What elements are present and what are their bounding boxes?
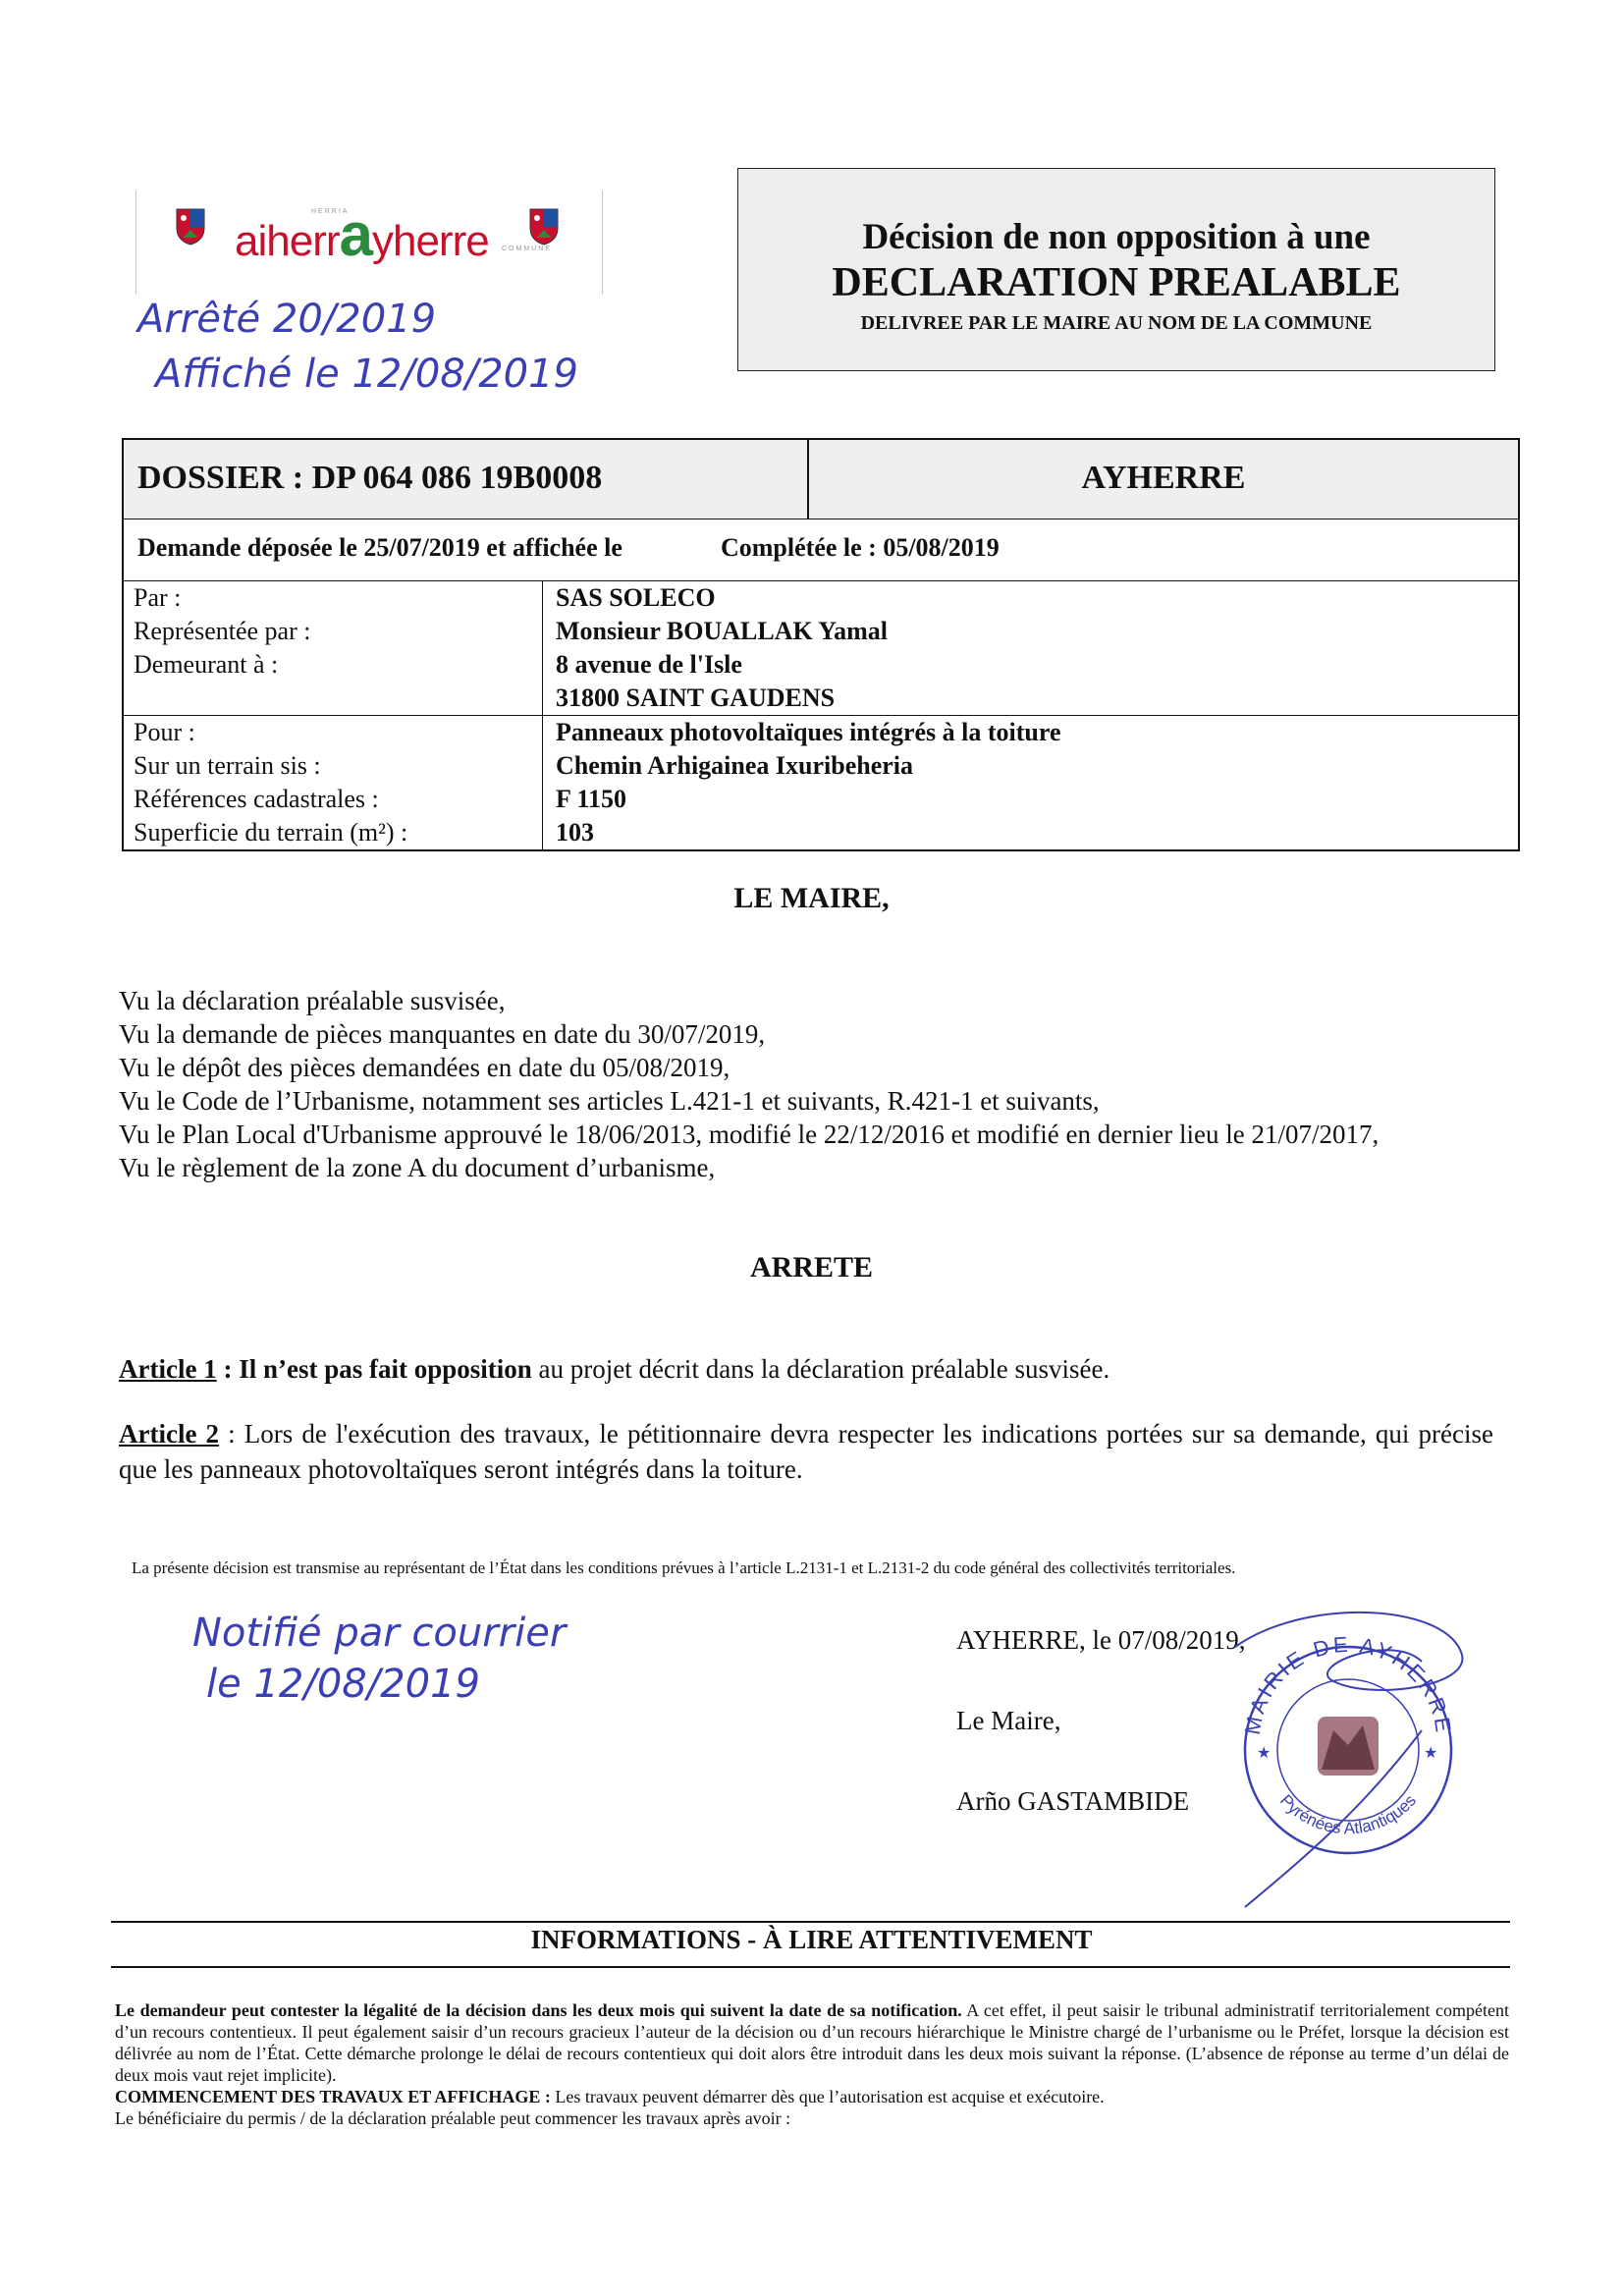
article-1-bold: Il n’est pas fait opposition	[239, 1354, 532, 1384]
info-p1-text: A cet effet, il peut saisir le tribunal administratif territorialement compétent d’un recours contentieux. Il peut également saisir d’un recours gracieux l’auteur de la décision ou d’un recours hiérarchique le Ministre chargé de l’urbanisme ou le Préfet, lorsque la décision est délivrée au nom de l’État. Cette démarche prolonge le délai de recours contentieux qui doit alors être introduit dans les deux mois suivant la réponse. (L’absence de réponse au terme d’un délai de deux mois vaut rejet implicite).	[115, 2000, 1509, 2085]
dates-row	[124, 519, 1518, 581]
applicant-name: SAS SOLECO	[556, 583, 716, 612]
title-line-2: DECLARATION PREALABLE	[832, 260, 1401, 305]
dossier-number-cell	[124, 440, 809, 519]
dossier-header-row	[124, 440, 1518, 519]
handwritten-arrete: Arrêté 20/2019	[137, 297, 437, 342]
consideration-item: Vu la demande de pièces manquantes en date du 30/07/2019,	[119, 1019, 766, 1049]
completee-date: Complétée le : 05/08/2019	[721, 533, 1000, 562]
logo-text-part: aiherr	[235, 217, 340, 265]
logo-small-top: HERRIA	[311, 208, 350, 215]
representative-name: Monsieur BOUALLAK Yamal	[556, 617, 889, 645]
demande-date: Demande déposée le 25/07/2019 et affichée le	[137, 533, 622, 562]
project-purpose: Panneaux photovoltaïques intégrés à la toiture	[556, 718, 1061, 746]
info-p1-bold: Le demandeur peut contester la légalité de la décision dans les deux mois qui suivent la date de sa notification.	[115, 2000, 962, 2020]
field-label: Demeurant à :	[134, 650, 279, 679]
commune-name: AYHERRE	[1081, 460, 1246, 496]
article-2-text: : Lors de l'exécution des travaux, le pétitionnaire devra respecter les indications portées sur sa demande, qui précise que les panneaux photovoltaïques seront intégrés dans la toiture.	[119, 1419, 1493, 1484]
title-line-3: DELIVREE PAR LE MAIRE AU NOM DE LA COMMUNE	[860, 312, 1373, 334]
commune-cell	[809, 440, 1518, 519]
field-label	[134, 682, 536, 715]
mairie-stamp	[1216, 1593, 1481, 1917]
article-1-colon: :	[216, 1354, 240, 1384]
commune-logo	[135, 191, 603, 295]
title-line-1: Décision de non opposition à une	[862, 217, 1371, 257]
signature-name: Arño GASTAMBIDE	[956, 1786, 1190, 1816]
info-paragraph-1	[115, 1999, 1509, 2086]
field-label: Pour :	[134, 718, 195, 746]
dossier-number: DOSSIER : DP 064 086 19B0008	[137, 460, 603, 496]
consideration-item: Vu le Plan Local d'Urbanisme approuvé le 18/06/2013, modifié le 22/12/2016 et modifié en dernier lieu le 21/07/2017,	[119, 1120, 1380, 1149]
stamp-bottom-text: Pyrénées Atlantiques	[1276, 1790, 1420, 1838]
column-divider	[542, 581, 543, 715]
svg-text:★: ★	[1257, 1745, 1271, 1762]
title-box	[737, 168, 1495, 371]
address-street: 8 avenue de l'Isle	[556, 650, 742, 679]
applicant-labels	[134, 581, 536, 715]
article-2-label: Article 2	[119, 1419, 220, 1449]
applicant-values	[556, 581, 888, 715]
article-1-label: Article 1	[119, 1354, 217, 1384]
handwritten-affiche: Affiché le 12/08/2019	[155, 352, 578, 397]
article-1	[119, 1351, 1513, 1387]
stamp-emblem	[1318, 1717, 1379, 1776]
logo-text-part: a	[339, 201, 372, 269]
consideration-item: Vu le règlement de la zone A du document d’urbanisme,	[119, 1153, 716, 1182]
article-2	[119, 1416, 1493, 1487]
svg-text:★: ★	[1424, 1745, 1438, 1762]
applicant-row	[124, 581, 1518, 716]
address-city: 31800 SAINT GAUDENS	[556, 683, 836, 712]
info-paragraph-3: Le bénéficiaire du permis / de la déclaration préalable peut commencer les travaux après avoir :	[115, 2108, 791, 2128]
field-label: Représentée par :	[134, 617, 311, 645]
signature-place-date: AYHERRE, le 07/08/2019,	[956, 1625, 1246, 1655]
field-label: Sur un terrain sis :	[134, 751, 321, 780]
arrete-heading: ARRETE	[749, 1251, 874, 1284]
article-1-text: au projet décrit dans la déclaration préalable susvisée.	[531, 1354, 1110, 1384]
transmission-note: La présente décision est transmise au représentant de l’État dans les conditions prévues à l’article L.2131-1 et L.2131-2 du code général des collectivités territoriales.	[132, 1558, 1236, 1577]
consideration-item: Vu la déclaration préalable susvisée,	[119, 986, 506, 1015]
logo-text-part: yherre	[371, 217, 489, 265]
land-area: 103	[556, 818, 594, 847]
considerations-list	[119, 984, 1379, 1184]
column-divider	[542, 716, 543, 849]
project-values	[556, 716, 1060, 849]
info-rule-bottom	[111, 1966, 1510, 1968]
consideration-item: Vu le dépôt des pièces demandées en date du 05/08/2019,	[119, 1053, 730, 1082]
field-label: Références cadastrales :	[134, 785, 379, 813]
project-row	[124, 716, 1518, 849]
project-location: Chemin Arhigainea Ixuribeheria	[556, 751, 914, 780]
logo-small-bottom: COMMUNE	[502, 246, 552, 252]
signature-role: Le Maire,	[956, 1706, 1061, 1735]
field-label: Par :	[134, 583, 182, 612]
logo-wordmark	[235, 200, 489, 270]
stamp-top-text: MAIRIE DE AYHERRE	[1239, 1631, 1457, 1737]
consideration-item: Vu le Code de l’Urbanisme, notamment ses articles L.421-1 et suivants, R.421-1 et suivants,	[119, 1086, 1100, 1116]
dossier-table	[122, 438, 1520, 851]
coat-of-arms-icon	[529, 208, 559, 246]
info-p2-bold: COMMENCEMENT DES TRAVAUX ET AFFICHAGE :	[115, 2087, 551, 2106]
coat-of-arms-icon	[176, 208, 205, 246]
info-p2-text: Les travaux peuvent démarrer dès que l’autorisation est acquise et exécutoire.	[550, 2087, 1105, 2106]
project-labels	[134, 716, 536, 849]
info-paragraph-2	[115, 2086, 1509, 2107]
informations-title: INFORMATIONS - À LIRE ATTENTIVEMENT	[530, 1925, 1093, 1954]
cadastral-reference: F 1150	[556, 785, 626, 813]
handwritten-notifie: Notifié par courrier	[192, 1611, 567, 1656]
field-label: Superficie du terrain (m²) :	[134, 818, 408, 847]
signature-block	[956, 1622, 1246, 1819]
le-maire-heading: LE MAIRE,	[733, 882, 890, 914]
info-rule-top	[111, 1921, 1510, 1923]
handwritten-notifie-date: le 12/08/2019	[206, 1662, 480, 1707]
